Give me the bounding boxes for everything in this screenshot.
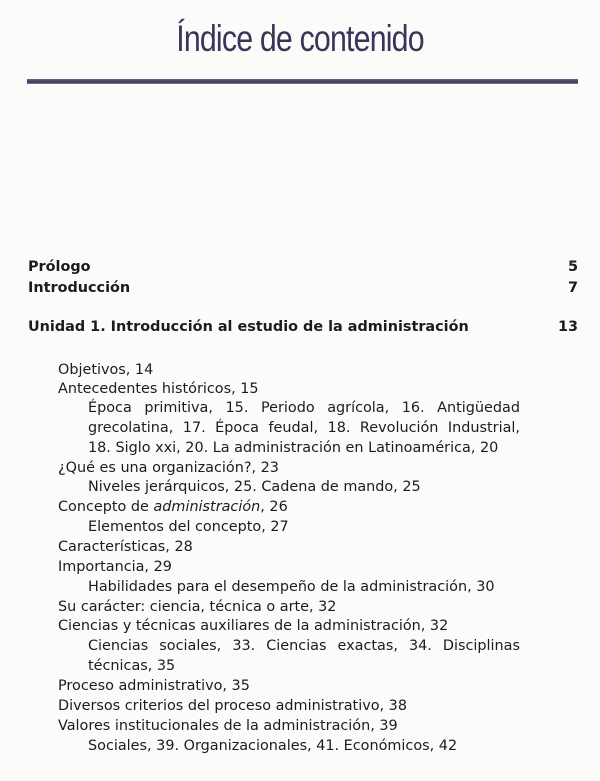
toc-entry[interactable]: ¿Qué es una organización?, 23	[58, 460, 279, 476]
toc-entry[interactable]: Su carácter: ciencia, técnica o arte, 32	[58, 599, 337, 615]
toc-emphasis: administración	[153, 499, 261, 515]
toc-subentry[interactable]: Niveles jerárquicos, 25. Cadena de mando, 25	[88, 479, 421, 495]
toc-entry[interactable]	[58, 498, 288, 517]
toc-subentry[interactable]: Época primitiva, 15. Periodo agrícola, 16. Antigüedad	[88, 400, 520, 416]
title-divider	[27, 79, 578, 84]
toc-subentry[interactable]: Elementos del concepto, 27	[88, 519, 289, 535]
toc-subentry[interactable]: Ciencias sociales, 33. Ciencias exactas, 34. Disciplinas	[88, 638, 520, 654]
toc-entry[interactable]: Proceso administrativo, 35	[58, 678, 250, 694]
toc-subentry[interactable]: 18. Siglo xxi, 20. La administración en Latinoamérica, 20	[88, 440, 499, 456]
toc-subentry[interactable]: Habilidades para el desempeño de la administración, 30	[88, 579, 495, 595]
toc-entry-unidad-1[interactable]: Unidad 1. Introducción al estudio de la administración	[28, 319, 469, 335]
toc-entry[interactable]: Ciencias y técnicas auxiliares de la administración, 32	[58, 618, 449, 634]
toc-subentry[interactable]: técnicas, 35	[88, 658, 176, 674]
toc-subentry[interactable]: grecolatina, 17. Época feudal, 18. Revolución Industrial,	[88, 420, 520, 436]
toc-entry[interactable]: Objetivos, 14	[58, 362, 154, 378]
toc-page-introduccion: 7	[567, 280, 578, 296]
toc-entry[interactable]: Diversos criterios del proceso administrativo, 38	[58, 698, 407, 714]
toc-entry[interactable]: Importancia, 29	[58, 559, 172, 575]
toc-page-ref: , 26	[260, 499, 288, 515]
toc-text: Concepto de	[58, 499, 149, 515]
toc-subentry[interactable]: Sociales, 39. Organizacionales, 41. Económicos, 42	[88, 738, 458, 754]
toc-entry-introduccion[interactable]: Introducción	[28, 280, 131, 296]
toc-entry[interactable]: Características, 28	[58, 539, 193, 555]
toc-entry[interactable]: Valores institucionales de la administración, 39	[58, 718, 398, 734]
toc-page-unidad-1: 13	[557, 319, 578, 335]
page-title: Índice de contenido	[176, 18, 424, 59]
toc-page-prologo: 5	[567, 259, 578, 275]
toc-entry[interactable]: Antecedentes históricos, 15	[58, 381, 259, 397]
toc-entry-prologo[interactable]: Prólogo	[28, 259, 91, 275]
